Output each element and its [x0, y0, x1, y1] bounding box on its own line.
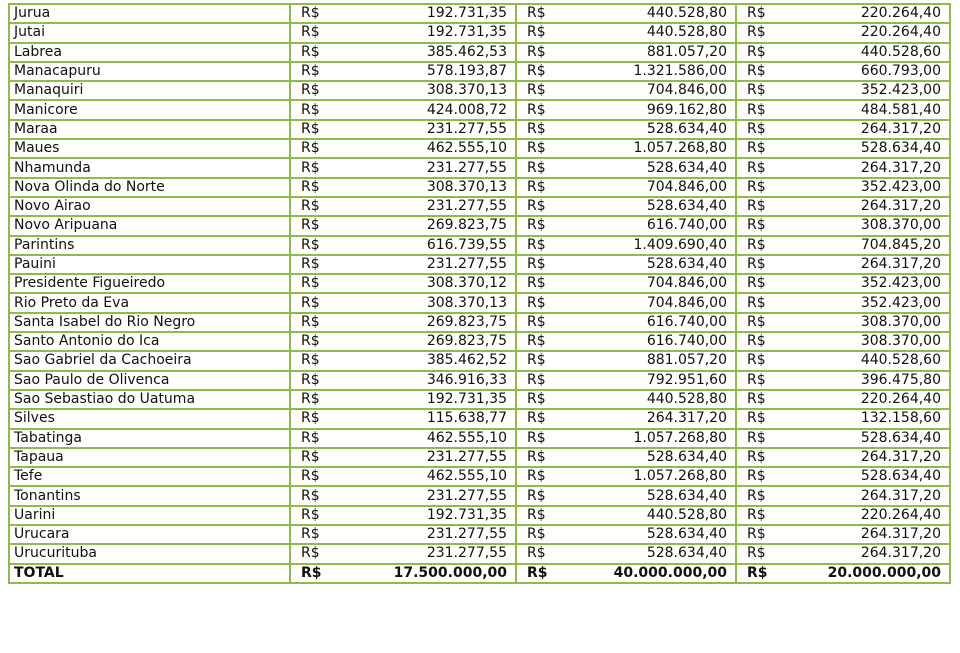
amount-col-1: 385.462,52: [360, 351, 516, 370]
currency-symbol: R$: [736, 313, 806, 332]
table-row: [9, 197, 950, 216]
currency-symbol: R$: [736, 390, 806, 409]
municipality-name: Tabatinga: [9, 429, 290, 448]
amount-col-3: 220.264,40: [806, 4, 950, 23]
currency-symbol: R$: [736, 81, 806, 100]
currency-symbol: R$: [516, 236, 586, 255]
amount-col-2: 1.057.268,80: [586, 429, 736, 448]
currency-symbol: R$: [736, 120, 806, 139]
currency-symbol: R$: [516, 23, 586, 42]
municipality-name: Labrea: [9, 43, 290, 62]
amount-col-3: 220.264,40: [806, 390, 950, 409]
amount-col-3: 484.581,40: [806, 100, 950, 119]
table-row: [9, 23, 950, 42]
currency-symbol: R$: [290, 409, 360, 428]
table-row: [9, 100, 950, 119]
table-row: [9, 525, 950, 544]
municipality-values-table: [8, 3, 951, 584]
currency-symbol: R$: [736, 158, 806, 177]
currency-symbol: R$: [290, 429, 360, 448]
amount-col-3: 264.317,20: [806, 448, 950, 467]
currency-symbol: R$: [290, 525, 360, 544]
amount-col-2: 40.000.000,00: [586, 564, 736, 583]
currency-symbol: R$: [516, 525, 586, 544]
municipality-name: Parintins: [9, 236, 290, 255]
municipality-name: Urucurituba: [9, 544, 290, 563]
municipality-name: Novo Airao: [9, 197, 290, 216]
amount-col-3: 308.370,00: [806, 313, 950, 332]
amount-col-2: 1.057.268,80: [586, 467, 736, 486]
table-row: [9, 4, 950, 23]
currency-symbol: R$: [290, 390, 360, 409]
amount-col-3: 352.423,00: [806, 293, 950, 312]
amount-col-1: 192.731,35: [360, 390, 516, 409]
amount-col-1: 308.370,13: [360, 178, 516, 197]
amount-col-1: 269.823,75: [360, 216, 516, 235]
amount-col-3: 440.528,60: [806, 43, 950, 62]
amount-col-2: 616.740,00: [586, 313, 736, 332]
amount-col-2: 1.409.690,40: [586, 236, 736, 255]
table-row: [9, 486, 950, 505]
amount-col-3: 352.423,00: [806, 274, 950, 293]
currency-symbol: R$: [736, 564, 806, 583]
currency-symbol: R$: [736, 236, 806, 255]
currency-symbol: R$: [290, 274, 360, 293]
currency-symbol: R$: [290, 23, 360, 42]
currency-symbol: R$: [290, 216, 360, 235]
amount-col-3: 132.158,60: [806, 409, 950, 428]
currency-symbol: R$: [290, 100, 360, 119]
total-label: TOTAL: [9, 564, 290, 583]
amount-col-1: 115.638,77: [360, 409, 516, 428]
amount-col-1: 269.823,75: [360, 332, 516, 351]
amount-col-3: 308.370,00: [806, 216, 950, 235]
municipality-name: Santa Isabel do Rio Negro: [9, 313, 290, 332]
municipality-name: Silves: [9, 409, 290, 428]
amount-col-3: 264.317,20: [806, 486, 950, 505]
amount-col-2: 704.846,00: [586, 178, 736, 197]
currency-symbol: R$: [290, 486, 360, 505]
currency-symbol: R$: [290, 351, 360, 370]
table-row: [9, 178, 950, 197]
currency-symbol: R$: [516, 313, 586, 332]
amount-col-1: 231.277,55: [360, 255, 516, 274]
currency-symbol: R$: [290, 448, 360, 467]
table-row: [9, 43, 950, 62]
amount-col-2: 440.528,80: [586, 4, 736, 23]
amount-col-2: 881.057,20: [586, 43, 736, 62]
amount-col-2: 440.528,80: [586, 23, 736, 42]
amount-col-3: 264.317,20: [806, 525, 950, 544]
currency-symbol: R$: [290, 371, 360, 390]
municipality-name: Santo Antonio do Ica: [9, 332, 290, 351]
amount-col-1: 192.731,35: [360, 4, 516, 23]
amount-col-3: 264.317,20: [806, 255, 950, 274]
currency-symbol: R$: [736, 429, 806, 448]
table-row: [9, 216, 950, 235]
currency-symbol: R$: [516, 178, 586, 197]
currency-symbol: R$: [516, 467, 586, 486]
municipality-name: Sao Gabriel da Cachoeira: [9, 351, 290, 370]
table-row: [9, 467, 950, 486]
currency-symbol: R$: [516, 409, 586, 428]
amount-col-1: 192.731,35: [360, 23, 516, 42]
municipality-name: Jutai: [9, 23, 290, 42]
currency-symbol: R$: [516, 448, 586, 467]
municipality-name: Urucara: [9, 525, 290, 544]
amount-col-2: 528.634,40: [586, 544, 736, 563]
table-row: [9, 274, 950, 293]
amount-col-2: 528.634,40: [586, 158, 736, 177]
amount-col-1: 231.277,55: [360, 544, 516, 563]
currency-symbol: R$: [290, 236, 360, 255]
table-body: [9, 4, 950, 583]
currency-symbol: R$: [516, 351, 586, 370]
amount-col-3: 528.634,40: [806, 467, 950, 486]
currency-symbol: R$: [736, 448, 806, 467]
table-row: [9, 506, 950, 525]
table-row: [9, 544, 950, 563]
amount-col-1: 578.193,87: [360, 62, 516, 81]
amount-col-2: 792.951,60: [586, 371, 736, 390]
amount-col-2: 528.634,40: [586, 448, 736, 467]
amount-col-3: 264.317,20: [806, 120, 950, 139]
amount-col-1: 308.370,13: [360, 293, 516, 312]
currency-symbol: R$: [290, 120, 360, 139]
municipality-name: Tapaua: [9, 448, 290, 467]
currency-symbol: R$: [516, 486, 586, 505]
table-row: [9, 351, 950, 370]
amount-col-3: 220.264,40: [806, 23, 950, 42]
currency-symbol: R$: [736, 197, 806, 216]
table-row: [9, 371, 950, 390]
amount-col-2: 704.846,00: [586, 274, 736, 293]
amount-col-3: 264.317,20: [806, 544, 950, 563]
currency-symbol: R$: [516, 158, 586, 177]
currency-symbol: R$: [516, 564, 586, 583]
amount-col-1: 17.500.000,00: [360, 564, 516, 583]
amount-col-2: 616.740,00: [586, 332, 736, 351]
currency-symbol: R$: [736, 43, 806, 62]
currency-symbol: R$: [290, 332, 360, 351]
currency-symbol: R$: [290, 197, 360, 216]
table-row: [9, 390, 950, 409]
amount-col-3: 220.264,40: [806, 506, 950, 525]
municipality-name: Sao Paulo de Olivenca: [9, 371, 290, 390]
amount-col-1: 231.277,55: [360, 158, 516, 177]
municipality-name: Sao Sebastiao do Uatuma: [9, 390, 290, 409]
currency-symbol: R$: [516, 390, 586, 409]
table-row: [9, 429, 950, 448]
currency-symbol: R$: [736, 371, 806, 390]
municipality-name: Maraa: [9, 120, 290, 139]
currency-symbol: R$: [290, 43, 360, 62]
currency-symbol: R$: [736, 178, 806, 197]
currency-symbol: R$: [516, 371, 586, 390]
currency-symbol: R$: [290, 544, 360, 563]
currency-symbol: R$: [736, 544, 806, 563]
amount-col-1: 192.731,35: [360, 506, 516, 525]
currency-symbol: R$: [736, 351, 806, 370]
currency-symbol: R$: [736, 139, 806, 158]
table-row: [9, 139, 950, 158]
currency-symbol: R$: [736, 62, 806, 81]
amount-col-1: 231.277,55: [360, 448, 516, 467]
currency-symbol: R$: [290, 564, 360, 583]
amount-col-2: 616.740,00: [586, 216, 736, 235]
currency-symbol: R$: [290, 81, 360, 100]
amount-col-3: 308.370,00: [806, 332, 950, 351]
currency-symbol: R$: [736, 100, 806, 119]
currency-symbol: R$: [516, 139, 586, 158]
municipality-name: Jurua: [9, 4, 290, 23]
municipality-name: Tonantins: [9, 486, 290, 505]
amount-col-2: 528.634,40: [586, 120, 736, 139]
amount-col-2: 704.846,00: [586, 293, 736, 312]
amount-col-1: 385.462,53: [360, 43, 516, 62]
currency-symbol: R$: [736, 293, 806, 312]
amount-col-3: 528.634,40: [806, 139, 950, 158]
municipality-name: Manacapuru: [9, 62, 290, 81]
amount-col-3: 352.423,00: [806, 178, 950, 197]
currency-symbol: R$: [290, 4, 360, 23]
currency-symbol: R$: [516, 43, 586, 62]
currency-symbol: R$: [736, 4, 806, 23]
currency-symbol: R$: [290, 293, 360, 312]
amount-col-2: 264.317,20: [586, 409, 736, 428]
currency-symbol: R$: [290, 467, 360, 486]
currency-symbol: R$: [736, 255, 806, 274]
amount-col-2: 1.057.268,80: [586, 139, 736, 158]
currency-symbol: R$: [736, 486, 806, 505]
currency-symbol: R$: [516, 332, 586, 351]
amount-col-3: 440.528,60: [806, 351, 950, 370]
currency-symbol: R$: [516, 274, 586, 293]
table-row: [9, 255, 950, 274]
table-row: [9, 313, 950, 332]
municipality-name: Manicore: [9, 100, 290, 119]
amount-col-2: 440.528,80: [586, 506, 736, 525]
currency-symbol: R$: [516, 197, 586, 216]
currency-symbol: R$: [736, 23, 806, 42]
amount-col-2: 704.846,00: [586, 81, 736, 100]
currency-symbol: R$: [736, 467, 806, 486]
amount-col-3: 396.475,80: [806, 371, 950, 390]
currency-symbol: R$: [290, 506, 360, 525]
table-row: [9, 120, 950, 139]
amount-col-3: 264.317,20: [806, 197, 950, 216]
amount-col-1: 269.823,75: [360, 313, 516, 332]
municipality-name: Novo Aripuana: [9, 216, 290, 235]
currency-symbol: R$: [290, 178, 360, 197]
currency-symbol: R$: [516, 62, 586, 81]
currency-symbol: R$: [736, 332, 806, 351]
currency-symbol: R$: [516, 506, 586, 525]
municipality-name: Uarini: [9, 506, 290, 525]
amount-col-2: 528.634,40: [586, 197, 736, 216]
amount-col-2: 969.162,80: [586, 100, 736, 119]
amount-col-1: 346.916,33: [360, 371, 516, 390]
municipality-name: Maues: [9, 139, 290, 158]
amount-col-1: 308.370,12: [360, 274, 516, 293]
table-row: [9, 448, 950, 467]
municipality-name: Nhamunda: [9, 158, 290, 177]
amount-col-2: 528.634,40: [586, 486, 736, 505]
table-row: [9, 409, 950, 428]
table-row: [9, 332, 950, 351]
table-row: [9, 62, 950, 81]
municipality-name: Tefe: [9, 467, 290, 486]
municipality-name: Presidente Figueiredo: [9, 274, 290, 293]
currency-symbol: R$: [736, 506, 806, 525]
amount-col-3: 528.634,40: [806, 429, 950, 448]
municipality-name: Manaquiri: [9, 81, 290, 100]
table-container: [8, 3, 949, 584]
currency-symbol: R$: [516, 100, 586, 119]
municipality-name: Pauini: [9, 255, 290, 274]
amount-col-3: 264.317,20: [806, 158, 950, 177]
amount-col-1: 462.555,10: [360, 139, 516, 158]
amount-col-3: 704.845,20: [806, 236, 950, 255]
currency-symbol: R$: [516, 429, 586, 448]
currency-symbol: R$: [516, 4, 586, 23]
amount-col-1: 231.277,55: [360, 120, 516, 139]
amount-col-3: 660.793,00: [806, 62, 950, 81]
amount-col-2: 528.634,40: [586, 525, 736, 544]
currency-symbol: R$: [290, 62, 360, 81]
currency-symbol: R$: [516, 120, 586, 139]
amount-col-2: 881.057,20: [586, 351, 736, 370]
currency-symbol: R$: [290, 313, 360, 332]
currency-symbol: R$: [516, 544, 586, 563]
currency-symbol: R$: [736, 274, 806, 293]
amount-col-1: 231.277,55: [360, 197, 516, 216]
amount-col-1: 231.277,55: [360, 486, 516, 505]
amount-col-1: 308.370,13: [360, 81, 516, 100]
amount-col-2: 1.321.586,00: [586, 62, 736, 81]
amount-col-2: 528.634,40: [586, 255, 736, 274]
amount-col-1: 231.277,55: [360, 525, 516, 544]
currency-symbol: R$: [290, 139, 360, 158]
amount-col-1: 424.008,72: [360, 100, 516, 119]
currency-symbol: R$: [516, 216, 586, 235]
currency-symbol: R$: [736, 216, 806, 235]
currency-symbol: R$: [516, 293, 586, 312]
amount-col-1: 462.555,10: [360, 467, 516, 486]
currency-symbol: R$: [736, 525, 806, 544]
total-row: [9, 564, 950, 583]
municipality-name: Nova Olinda do Norte: [9, 178, 290, 197]
amount-col-1: 462.555,10: [360, 429, 516, 448]
amount-col-1: 616.739,55: [360, 236, 516, 255]
currency-symbol: R$: [516, 81, 586, 100]
municipality-name: Rio Preto da Eva: [9, 293, 290, 312]
table-row: [9, 293, 950, 312]
amount-col-3: 20.000.000,00: [806, 564, 950, 583]
currency-symbol: R$: [290, 255, 360, 274]
currency-symbol: R$: [516, 255, 586, 274]
table-row: [9, 236, 950, 255]
amount-col-2: 440.528,80: [586, 390, 736, 409]
table-row: [9, 81, 950, 100]
currency-symbol: R$: [736, 409, 806, 428]
amount-col-3: 352.423,00: [806, 81, 950, 100]
table-row: [9, 158, 950, 177]
currency-symbol: R$: [290, 158, 360, 177]
